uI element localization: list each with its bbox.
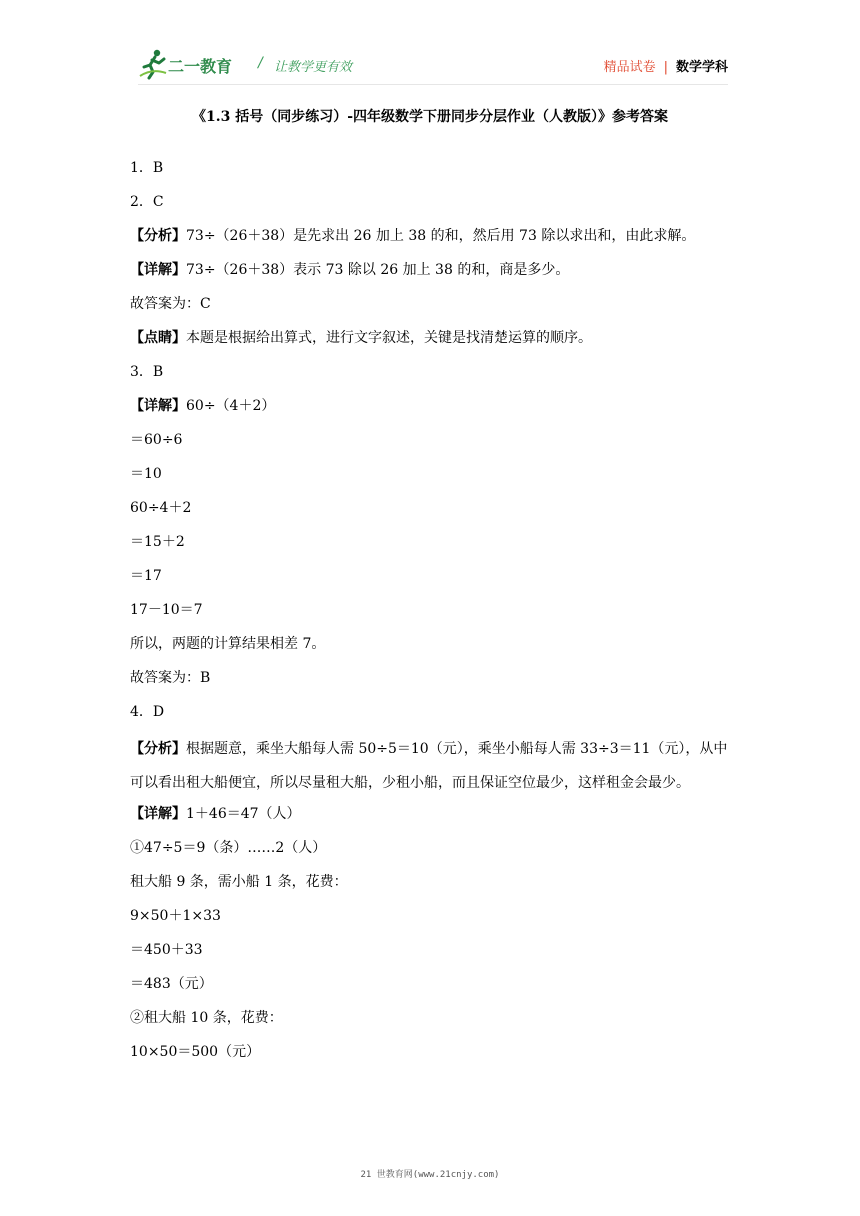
answer-line xyxy=(130,868,730,902)
tag-separator: | xyxy=(663,60,668,75)
header-divider xyxy=(138,84,728,85)
line-text: 1．B xyxy=(130,160,164,176)
line-text: 3．B xyxy=(130,364,164,380)
tag-subject: 数学学科 xyxy=(675,60,728,75)
page-footer: 21 世教育网(www.21cnjy.com) xyxy=(360,1170,500,1180)
line-text: ②租大船 10 条，花费： xyxy=(130,1010,283,1026)
answer-line xyxy=(130,188,730,222)
answer-line xyxy=(130,154,730,188)
line-text: 9×50＋1×33 xyxy=(130,908,221,924)
line-text: 10×50＝500（元） xyxy=(130,1044,261,1060)
line-text: 17－10＝7 xyxy=(130,602,203,618)
slogan-separator: / xyxy=(258,55,263,71)
answer-line xyxy=(130,630,730,664)
line-text: 租大船 9 条，需小船 1 条，花费： xyxy=(130,874,348,890)
answer-line xyxy=(130,358,730,392)
answer-line xyxy=(130,562,730,596)
answer-line xyxy=(130,596,730,630)
answer-line xyxy=(130,324,730,358)
line-text: 60÷（4＋2） xyxy=(186,398,276,414)
answer-line xyxy=(130,800,730,834)
answer-content xyxy=(130,154,730,1072)
answer-line xyxy=(130,256,730,290)
line-text: ＝60÷6 xyxy=(130,432,183,448)
subject-tag xyxy=(604,56,728,75)
line-text: 所以，两题的计算结果相差 7。 xyxy=(130,636,326,652)
line-text: ＝450＋33 xyxy=(130,942,203,958)
answer-line xyxy=(130,834,730,868)
answer-line xyxy=(130,936,730,970)
answer-line xyxy=(130,732,730,800)
line-text: ＝483（元） xyxy=(130,976,213,992)
line-text: 本题是根据给出算式，进行文字叙述，关键是找清楚运算的顺序。 xyxy=(186,330,592,346)
answer-line xyxy=(130,970,730,1004)
answer-line xyxy=(130,426,730,460)
section-label: 【分析】 xyxy=(130,228,186,244)
page-header xyxy=(138,46,728,82)
line-text: ＝15＋2 xyxy=(130,534,185,550)
section-label: 【详解】 xyxy=(130,398,186,414)
section-label: 【分析】 xyxy=(130,741,186,757)
line-text: ＝17 xyxy=(130,568,162,584)
tag-premium: 精品试卷 xyxy=(603,60,656,75)
answer-line xyxy=(130,664,730,698)
line-text: 60÷4＋2 xyxy=(130,500,192,516)
logo xyxy=(138,46,248,80)
section-label: 【点睛】 xyxy=(130,330,186,346)
line-text: 根据题意，乘坐大船每人需 50÷5＝10（元），乘坐小船每人需 33÷3＝11（元），从中可以看出租大船便宜，所以尽量租大船，少租小船，而且保证空位最少，这样租金会最少。 xyxy=(130,741,728,791)
runner-logo-icon xyxy=(138,46,168,80)
line-text: 73÷（26＋38）是先求出 26 加上 38 的和，然后用 73 除以求出和，由此求解。 xyxy=(186,228,696,244)
line-text: 故答案为：C xyxy=(130,296,211,312)
answer-line xyxy=(130,392,730,426)
answer-line xyxy=(130,494,730,528)
answer-line xyxy=(130,1004,730,1038)
line-text: 2．C xyxy=(130,194,164,210)
answer-line xyxy=(130,528,730,562)
line-text: 1＋46＝47（人） xyxy=(186,806,301,822)
line-text: ①47÷5＝9（条）……2（人） xyxy=(130,840,327,856)
section-label: 【详解】 xyxy=(130,262,186,278)
line-text: ＝10 xyxy=(130,466,162,482)
answer-line xyxy=(130,902,730,936)
page-title: 《1.3 括号（同步练习）-四年级数学下册同步分层作业（人教版）》参考答案 xyxy=(191,109,669,125)
answer-line xyxy=(130,1038,730,1072)
line-text: 故答案为：B xyxy=(130,670,211,686)
section-label: 【详解】 xyxy=(130,806,186,822)
line-text: 73÷（26＋38）表示 73 除以 26 加上 38 的和，商是多少。 xyxy=(186,262,570,278)
answer-line xyxy=(130,290,730,324)
slogan: 让教学更有效 xyxy=(274,60,353,75)
answer-line xyxy=(130,222,730,256)
answer-line xyxy=(130,460,730,494)
logo-text: 二一教育 xyxy=(168,57,233,76)
answer-line xyxy=(130,698,730,732)
line-text: 4．D xyxy=(130,704,165,720)
